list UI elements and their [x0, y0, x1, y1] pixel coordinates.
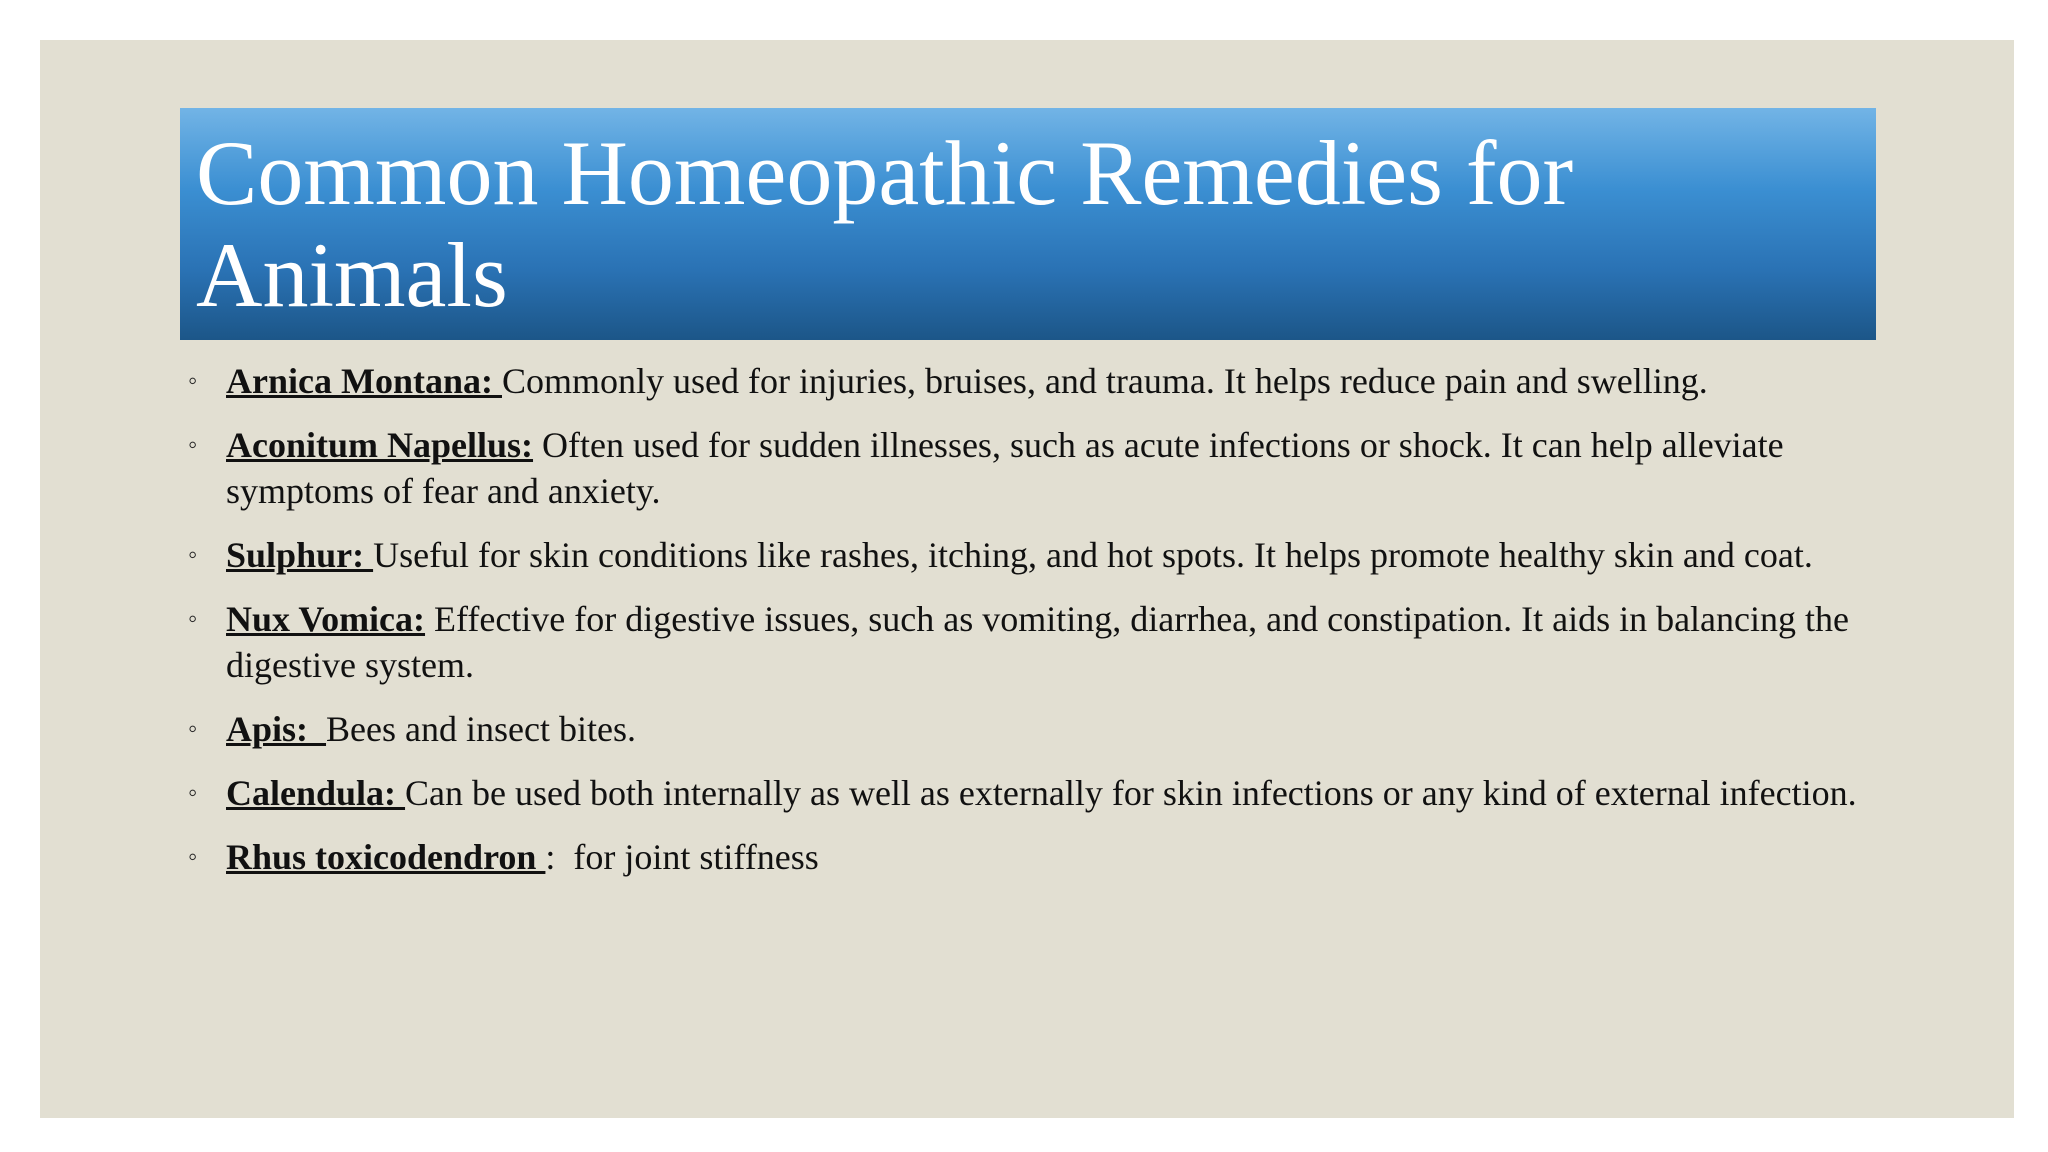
list-item: [188, 770, 1888, 816]
remedy-description: Often used for sudden illnesses, such as acute infections or shock. It can help alleviate symptoms of fear and anxiety.: [226, 425, 1793, 511]
remedy-term: Rhus toxicodendron: [226, 837, 546, 877]
remedy-term: Apis:: [226, 709, 327, 749]
remedy-term: Sulphur:: [226, 535, 374, 575]
list-item: [188, 532, 1888, 578]
remedy-description: Effective for digestive issues, such as vomiting, diarrhea, and constipation. It aids in balancing the digestive system.: [226, 599, 1858, 685]
list-item: [188, 706, 1888, 752]
bullet-marker: ◦: [188, 604, 198, 633]
remedy-term: Arnica Montana:: [226, 361, 502, 401]
slide-title: Common Homeopathic Remedies for Animals: [196, 122, 1574, 326]
remedy-description: Can be used both internally as well as externally for skin infections or any kind of external infection.: [405, 773, 1857, 813]
remedy-term: Aconitum Napellus:: [226, 425, 534, 465]
remedy-description: Useful for skin conditions like rashes, itching, and hot spots. It helps promote healthy skin and coat.: [373, 535, 1813, 575]
bullet-marker: ◦: [188, 778, 198, 807]
list-item: [188, 596, 1888, 688]
slide: [40, 40, 2014, 1118]
list-item: [188, 358, 1888, 404]
bullet-marker: ◦: [188, 540, 198, 569]
bullet-marker: ◦: [188, 842, 198, 871]
remedy-list: [188, 358, 1888, 898]
remedy-term: Nux Vomica:: [226, 599, 426, 639]
remedy-description: Commonly used for injuries, bruises, and trauma. It helps reduce pain and swelling.: [501, 361, 1708, 401]
remedy-description: : for joint stiffness: [545, 837, 819, 877]
title-bar: [180, 108, 1876, 340]
list-item: [188, 834, 1888, 880]
bullet-marker: ◦: [188, 714, 198, 743]
bullet-marker: ◦: [188, 366, 198, 395]
remedy-description: Bees and insect bites.: [326, 709, 636, 749]
remedy-term: Calendula:: [226, 773, 406, 813]
list-item: [188, 422, 1888, 514]
bullet-marker: ◦: [188, 430, 198, 459]
